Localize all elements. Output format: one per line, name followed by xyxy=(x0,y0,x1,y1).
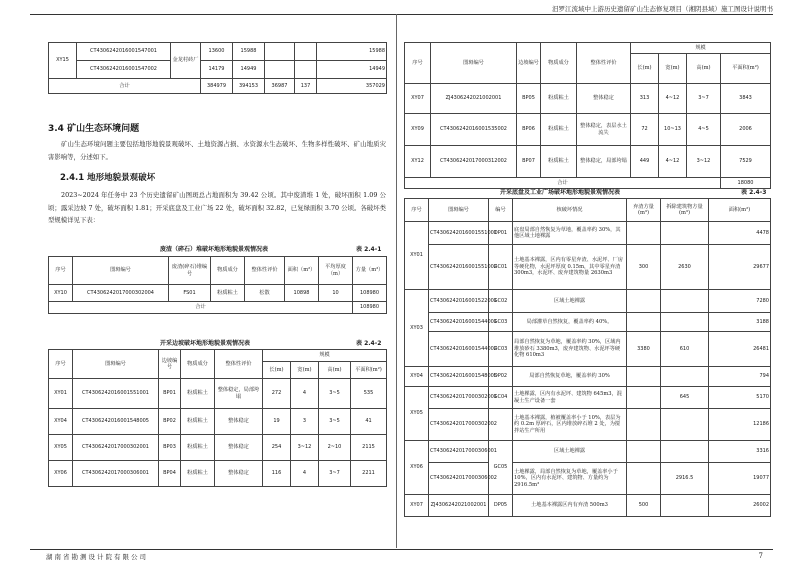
cell-gc: DP02 xyxy=(489,367,513,387)
table-row xyxy=(405,463,771,495)
header-comp: 物质成分 xyxy=(541,43,577,84)
table-header-row xyxy=(405,199,771,222)
header-area: 面积（m²） xyxy=(285,257,319,285)
cell-sum-label: 合计 xyxy=(49,79,201,94)
cell-waste xyxy=(627,367,661,387)
cell-product: 金龙村砖厂 xyxy=(171,43,201,79)
table-row xyxy=(405,313,771,332)
cell-id: CT4306242016001547002 xyxy=(77,61,171,79)
cell-seq: XY04 xyxy=(405,367,429,387)
table-2-4-1-caption: 废渣（碎石）堆破坏地形地貌景观情况表 xyxy=(160,246,269,253)
page-number: 7 xyxy=(758,552,763,560)
cell-eval: 整体稳定 xyxy=(577,84,631,114)
cell-waste xyxy=(627,463,661,495)
cell-area: 2115 xyxy=(351,435,387,461)
top-left-table xyxy=(48,42,387,94)
cell-seq: XY05 xyxy=(405,387,429,441)
cell-area: 2211 xyxy=(351,461,387,487)
cell-hgt: 3~12 xyxy=(687,146,721,178)
header-status: 核破坏情况 xyxy=(513,199,627,222)
table-2-4-3-caption: 开采底盘及工业广场破坏地形地貌景观情况表 xyxy=(500,189,621,196)
cell-area: 2006 xyxy=(721,114,771,146)
cell-status: 土地裸露，区内有水泥坪、建筑物 645m3，混凝土生产设备一套 xyxy=(513,387,627,409)
cell-wid: 4~12 xyxy=(659,146,687,178)
cell-slope: BP04 xyxy=(159,461,181,487)
header-rule xyxy=(30,14,773,15)
cell-gc: GC02 xyxy=(489,290,513,313)
header-pile: 废渣(碎石)堆编号 xyxy=(169,257,211,285)
cell-value: 137 xyxy=(295,79,317,94)
cell-value: 384979 xyxy=(201,79,233,94)
cell-id: CT4306242017000302001 xyxy=(429,387,489,409)
top-left-table-wrap xyxy=(48,42,387,94)
table-row xyxy=(49,61,387,79)
table-row xyxy=(405,290,771,313)
cell-gen xyxy=(661,367,709,387)
cell-hgt: 3~5 xyxy=(319,379,351,409)
header-len: 长(m) xyxy=(631,54,659,84)
table-row xyxy=(405,222,771,245)
cell-status: 区域土地裸露 xyxy=(513,290,627,313)
cell-gen: 2630 xyxy=(661,245,709,290)
cell-slope: BP05 xyxy=(517,84,541,114)
table-row xyxy=(405,409,771,441)
cell-value: 14179 xyxy=(201,61,233,79)
cell-gc: GC03 xyxy=(489,332,513,367)
cell-area: 3843 xyxy=(721,84,771,114)
cell-value: 36987 xyxy=(265,79,295,94)
cell-seq: XY06 xyxy=(49,461,73,487)
cell-gen: 2916.5 xyxy=(661,463,709,495)
cell-status: 土地基本裸露区内有弃渣 500m3 xyxy=(513,495,627,517)
header-waste: 弃渣方量(m³) xyxy=(627,199,661,222)
table-header-row xyxy=(405,43,771,54)
cell-empty xyxy=(295,43,317,61)
table-2-4-2-wrap xyxy=(48,349,387,487)
cell-comp: 粉质粘土 xyxy=(541,84,577,114)
table-row xyxy=(49,379,387,409)
table-2-4-3-wrap xyxy=(404,198,771,517)
table-2-4-2 xyxy=(48,349,387,487)
page-header-title: 汨罗江流域中上游历史遗留矿山生态修复项目（湘阴县域）施工图设计说明书 xyxy=(552,5,773,13)
cell-sum-value: 18080 xyxy=(721,178,771,189)
cell-gen xyxy=(661,290,709,313)
section-heading-2-4-1: 2.4.1 地形地貌景观破坏 xyxy=(60,173,156,183)
cell-area: 4478 xyxy=(709,222,771,245)
cell-id: CT4306242016001544002 xyxy=(429,332,489,367)
cell-wid: 3~12 xyxy=(291,435,319,461)
cell-gen: 610 xyxy=(661,332,709,367)
header-area: 平面积(m²) xyxy=(721,54,771,84)
cell-seq: XY07 xyxy=(405,84,431,114)
cell-seq: XY04 xyxy=(49,409,73,435)
cell-status: 土地基本裸露，区内有零星弃渣、水泥坪、厂房等硬化物，水泥坪厚度 0.15m，其中零星弃渣 300m3，水泥坪、废弃建筑物量 2630m3 xyxy=(513,245,627,290)
cell-status: 土地基本裸露，植被覆盖率小于 10%，表层为约 0.2m 厚碎石，区内堆放碎石堆 2 处，为搅拌站生产所用 xyxy=(513,409,627,441)
cell-gen xyxy=(661,495,709,517)
cell-id: CT4306242016001535002 xyxy=(431,114,517,146)
column-divider xyxy=(396,14,397,548)
cell-gc: GC04 xyxy=(489,387,513,409)
header-id: 图斑编号 xyxy=(73,257,169,285)
header-id: 图斑编号 xyxy=(429,199,489,222)
cell-area: 10898 xyxy=(285,285,319,302)
cell-value: 14949 xyxy=(317,61,387,79)
cell-hgt: 3~7 xyxy=(687,84,721,114)
header-slope: 边坡编号 xyxy=(517,43,541,84)
cell-len: 254 xyxy=(263,435,291,461)
cell-comp: 粉质粘土 xyxy=(181,461,215,487)
header-scale: 规模 xyxy=(263,350,387,362)
cell-id: CT4306242017000302001 xyxy=(73,435,159,461)
cell-value: 15988 xyxy=(233,43,265,61)
cell-eval: 整体稳定 xyxy=(215,409,263,435)
cell-value: 394153 xyxy=(233,79,265,94)
table-2-4-1-number: 表 2.4-1 xyxy=(356,246,382,253)
cell-value: 14949 xyxy=(233,61,265,79)
header-wid: 宽(m) xyxy=(659,54,687,84)
table-row xyxy=(405,367,771,387)
cell-gc: DP01 xyxy=(489,222,513,245)
cell-sum-label: 合计 xyxy=(405,178,721,189)
cell-wid: 4~12 xyxy=(659,84,687,114)
cell-hgt: 4~5 xyxy=(687,114,721,146)
cell-area: 3188 xyxy=(709,313,771,332)
cell-area: 5170 xyxy=(709,387,771,409)
paragraph-intro: 矿山生态环境问题主要包括地形地貌景观破坏、土地资源占损、水资源水生态破坏、生物多样性破坏、矿山地质灾害影响等，分述如下。 xyxy=(48,140,386,161)
header-id: 图斑编号 xyxy=(73,350,159,379)
cell-eval: 松散 xyxy=(245,285,285,302)
cell-area: 12186 xyxy=(709,409,771,441)
cell-len: 272 xyxy=(263,379,291,409)
cell-seq: XY05 xyxy=(49,435,73,461)
cell-slope: BP07 xyxy=(517,146,541,178)
cell-status: 局部自然恢复为草地，覆盖率约 30%，区域内堆放砂石 3380m3，废弃建筑物、水泥坪等硬化物 610m3 xyxy=(513,332,627,367)
cell-waste: 3380 xyxy=(627,332,661,367)
cell-gc: GC01 xyxy=(489,245,513,290)
top-right-table-wrap xyxy=(404,42,771,189)
cell-pile: FS01 xyxy=(169,285,211,302)
header-seq: 序号 xyxy=(405,43,431,84)
table-sum-row xyxy=(49,302,387,314)
cell-id: CT4306242016001551001 xyxy=(429,222,489,245)
cell-waste: 300 xyxy=(627,245,661,290)
cell-waste xyxy=(627,313,661,332)
header-eval: 整体性评价 xyxy=(245,257,285,285)
cell-eval: 整体稳定，局部垮塌 xyxy=(577,146,631,178)
cell-wid: 4 xyxy=(291,461,319,487)
cell-id: CT4306242016001544001 xyxy=(429,313,489,332)
cell-status: 底盘局部自然恢复为草地，覆盖率约 30%，其他区域土地裸露 xyxy=(513,222,627,245)
cell-id: CT4306242016001548005 xyxy=(429,367,489,387)
table-header-row xyxy=(49,257,387,285)
cell-seq: XY15 xyxy=(49,43,77,79)
header-comp: 物质成分 xyxy=(211,257,245,285)
cell-status: 区域土地裸露 xyxy=(513,441,627,463)
cell-area: 3316 xyxy=(709,441,771,463)
cell-id: CT4306242016001522001 xyxy=(429,290,489,313)
cell-id: CT4306242016001547001 xyxy=(77,43,171,61)
table-row xyxy=(49,435,387,461)
cell-value: 15988 xyxy=(317,43,387,61)
cell-waste xyxy=(627,441,661,463)
header-id: 图斑编号 xyxy=(431,43,517,84)
cell-hgt: 2~10 xyxy=(319,435,351,461)
header-hgt: 高(m) xyxy=(687,54,721,84)
table-row xyxy=(405,84,771,114)
cell-seq: XY06 xyxy=(405,441,429,495)
cell-id: CT4306242017000306001 xyxy=(73,461,159,487)
cell-area: 41 xyxy=(351,409,387,435)
table-row xyxy=(49,43,387,61)
cell-comp: 粉质粘土 xyxy=(541,114,577,146)
table-row xyxy=(405,245,771,290)
cell-waste xyxy=(627,387,661,409)
table-row xyxy=(405,332,771,367)
header-vol: 方量（m³） xyxy=(353,257,387,285)
cell-gen xyxy=(661,441,709,463)
footer-company: 湖南省勘测设计院有限公司 xyxy=(46,553,148,561)
paragraph-landscape: 2023~2024 年任务中 23 个历史遗留矿山图斑总占地面积为 39.42 公顷。其中废渣堆 1 处，破坏面积 1.09 公顷；露采边坡 7 处，破坏面积 1.81；开采底盘及工业广场 22 处，破坏面积 32.82，已复绿面积 3.70 公顷。各破坏类型规模详见下表： xyxy=(48,191,386,224)
cell-area: 7280 xyxy=(709,290,771,313)
cell-waste xyxy=(627,290,661,313)
cell-id: CT4306242016001548005 xyxy=(73,409,159,435)
cell-waste xyxy=(627,409,661,441)
cell-hgt: 3~5 xyxy=(319,409,351,435)
cell-wid: 3 xyxy=(291,409,319,435)
cell-area: 535 xyxy=(351,379,387,409)
cell-value: 13600 xyxy=(201,43,233,61)
cell-eval: 整体稳定，局部垮塌 xyxy=(215,379,263,409)
cell-id: ZJ4306242021002001 xyxy=(429,495,489,517)
table-row xyxy=(49,285,387,302)
footer-rule xyxy=(30,549,773,550)
table-row xyxy=(405,387,771,409)
cell-status: 局部自然恢复草地，覆盖率约 30% xyxy=(513,367,627,387)
cell-seq: XY01 xyxy=(49,379,73,409)
header-seq: 序号 xyxy=(49,350,73,379)
cell-seq: XY12 xyxy=(405,146,431,178)
cell-status: 局部灌草自然恢复，覆盖率约 40%。 xyxy=(513,313,627,332)
cell-id: CT4306242016001551001 xyxy=(73,379,159,409)
cell-comp: 粉质粘土 xyxy=(181,409,215,435)
cell-id: CT4306242017000306002 xyxy=(429,463,489,495)
cell-id: CT4306242016001551002 xyxy=(429,245,489,290)
table-sum-row xyxy=(49,79,387,94)
cell-status: 土地裸露，局部自然恢复为草地，覆盖率小于 10%，区内有水泥坪、建筑物、方量约为 2916.5m³ xyxy=(513,463,627,495)
header-area: 面积(m²) xyxy=(709,199,771,222)
cell-waste xyxy=(627,222,661,245)
cell-id: ZJ4306242021002001 xyxy=(431,84,517,114)
cell-gc: GC03 xyxy=(489,313,513,332)
table-header-row xyxy=(49,350,387,362)
cell-slope: BP02 xyxy=(159,409,181,435)
cell-slope: BP06 xyxy=(517,114,541,146)
cell-len: 313 xyxy=(631,84,659,114)
cell-slope: BP01 xyxy=(159,379,181,409)
cell-eval: 整体稳定，表层水土流失 xyxy=(577,114,631,146)
header-wid: 宽(m) xyxy=(291,362,319,379)
cell-gen xyxy=(661,409,709,441)
cell-area: 26481 xyxy=(709,332,771,367)
header-area: 平面积(m²) xyxy=(351,362,387,379)
header-eval: 整体性评价 xyxy=(577,43,631,84)
table-2-4-1 xyxy=(48,256,387,314)
header-seq: 序号 xyxy=(405,199,429,222)
table-row xyxy=(49,461,387,487)
cell-len: 449 xyxy=(631,146,659,178)
cell-comp: 粉质粘土 xyxy=(541,146,577,178)
section-heading-3-4: 3.4 矿山生态环境问题 xyxy=(48,124,140,134)
header-scale: 规模 xyxy=(631,43,771,54)
cell-seq: XY03 xyxy=(405,290,429,367)
header-slope: 边坡编号 xyxy=(159,350,181,379)
cell-gen xyxy=(661,313,709,332)
cell-area: 26002 xyxy=(709,495,771,517)
table-2-4-1-wrap xyxy=(48,256,387,314)
header-seq: 序号 xyxy=(49,257,73,285)
cell-sum-value: 108980 xyxy=(353,302,387,314)
cell-seq: XY09 xyxy=(405,114,431,146)
table-2-4-3-number: 表 2.4-3 xyxy=(741,189,767,196)
cell-gc: DP05 xyxy=(489,495,513,517)
cell-comp: 粉质粘土 xyxy=(181,379,215,409)
table-2-4-3 xyxy=(404,198,771,517)
header-eval: 整体性评价 xyxy=(215,350,263,379)
top-right-table xyxy=(404,42,771,189)
cell-waste: 500 xyxy=(627,495,661,517)
header-gen: 拆除建筑物方量(m³) xyxy=(661,199,709,222)
cell-value: 357029 xyxy=(317,79,387,94)
cell-area: 29677 xyxy=(709,245,771,290)
table-row xyxy=(405,495,771,517)
cell-seq: XY07 xyxy=(405,495,429,517)
cell-seq: XY10 xyxy=(49,285,73,302)
table-2-4-2-number: 表 2.4-2 xyxy=(356,340,382,347)
cell-gen: 645 xyxy=(661,387,709,409)
table-2-4-2-caption: 开采边坡破坏地形地貌景观情况表 xyxy=(160,340,251,347)
cell-eval: 整体稳定 xyxy=(215,435,263,461)
cell-id: CT4306242017000312002 xyxy=(431,146,517,178)
cell-area: 19077 xyxy=(709,463,771,495)
table-row xyxy=(405,146,771,178)
cell-len: 116 xyxy=(263,461,291,487)
table-row xyxy=(405,441,771,463)
cell-area: 7529 xyxy=(721,146,771,178)
table-row xyxy=(49,409,387,435)
cell-empty xyxy=(265,61,295,79)
header-hgt: 高(m) xyxy=(319,362,351,379)
cell-thick: 10 xyxy=(319,285,353,302)
cell-id: CT4306242017000302002 xyxy=(429,409,489,441)
cell-len: 72 xyxy=(631,114,659,146)
cell-empty xyxy=(265,43,295,61)
cell-area: 794 xyxy=(709,367,771,387)
cell-id: CT4306242017000302004 xyxy=(73,285,169,302)
header-gc: 编号 xyxy=(489,199,513,222)
cell-comp: 粉质粘土 xyxy=(181,435,215,461)
table-row xyxy=(405,114,771,146)
header-comp: 物质成分 xyxy=(181,350,215,379)
cell-wid: 4 xyxy=(291,379,319,409)
cell-empty xyxy=(295,61,317,79)
cell-len: 19 xyxy=(263,409,291,435)
cell-wid: 10~13 xyxy=(659,114,687,146)
header-len: 长(m) xyxy=(263,362,291,379)
cell-hgt: 3~7 xyxy=(319,461,351,487)
cell-gen xyxy=(661,222,709,245)
cell-eval: 整体稳定 xyxy=(215,461,263,487)
cell-vol: 108980 xyxy=(353,285,387,302)
cell-seq: XY01 xyxy=(405,222,429,290)
cell-sum-label: 合计 xyxy=(49,302,353,314)
header-thick: 平均厚度（m） xyxy=(319,257,353,285)
cell-comp: 粉质粘土 xyxy=(211,285,245,302)
cell-gc: GC05 xyxy=(489,441,513,495)
cell-id: CT4306242017000306001 xyxy=(429,441,489,463)
cell-slope: BP03 xyxy=(159,435,181,461)
